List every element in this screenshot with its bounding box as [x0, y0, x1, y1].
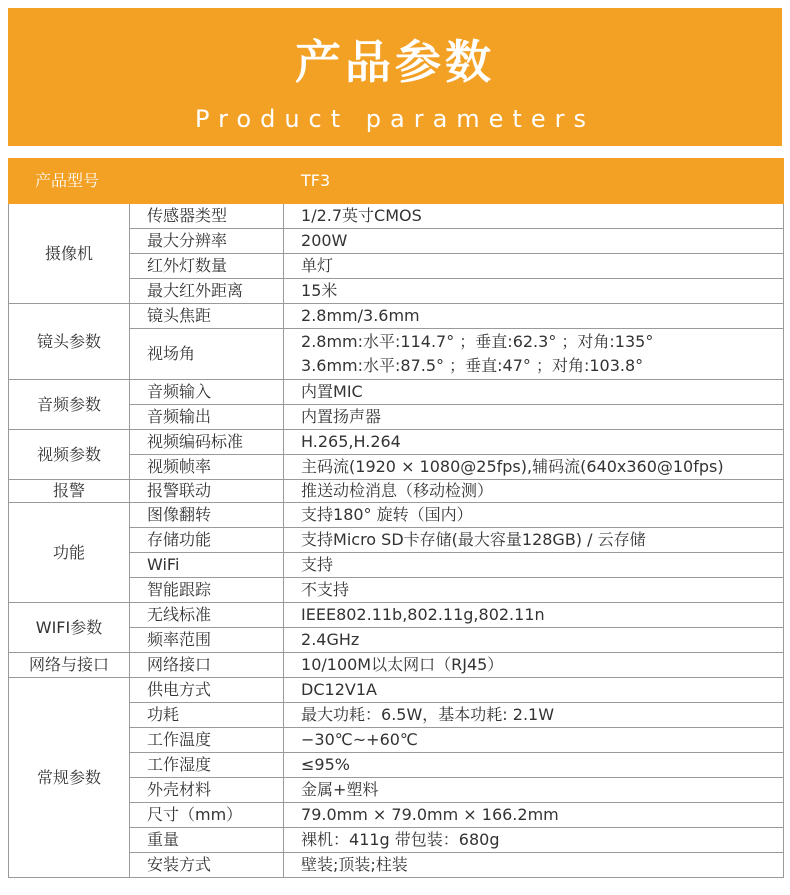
attribute-cell: 存储功能 — [130, 528, 284, 553]
attribute-cell: 报警联动 — [130, 480, 284, 503]
value-cell: 主码流(1920 × 1080@25fps),辅码流(640x360@10fps) — [284, 455, 784, 480]
value-cell: 15米 — [284, 279, 784, 304]
attribute-cell: 尺寸（mm） — [130, 803, 284, 828]
category-cell: 音频参数 — [9, 380, 130, 430]
attribute-cell: 视场角 — [130, 329, 284, 380]
value-cell: 支持180° 旋转（国内） — [284, 503, 784, 528]
attribute-cell: 最大分辨率 — [130, 229, 284, 254]
value-cell: 内置MIC — [284, 380, 784, 405]
value-cell: 支持 — [284, 553, 784, 578]
value-cell: 裸机：411g 带包装：680g — [284, 828, 784, 853]
table-row — [9, 304, 784, 329]
value-cell: 金属+塑料 — [284, 778, 784, 803]
category-cell: 镜头参数 — [9, 304, 130, 380]
value-cell: 单灯 — [284, 254, 784, 279]
table-header-row — [9, 159, 784, 204]
value-cell: 2.4GHz — [284, 628, 784, 653]
table-row — [9, 380, 784, 405]
attribute-cell: 智能跟踪 — [130, 578, 284, 603]
value-cell: 1/2.7英寸CMOS — [284, 204, 784, 229]
attribute-cell: 工作温度 — [130, 728, 284, 753]
value-cell: 10/100M以太网口（RJ45） — [284, 653, 784, 678]
attribute-cell: 功耗 — [130, 703, 284, 728]
table-row — [9, 430, 784, 455]
value-cell: IEEE802.11b,802.11g,802.11n — [284, 603, 784, 628]
category-cell: 功能 — [9, 503, 130, 603]
attribute-cell: 工作湿度 — [130, 753, 284, 778]
value-cell: 内置扬声器 — [284, 405, 784, 430]
attribute-cell: 外壳材料 — [130, 778, 284, 803]
value-cell: 不支持 — [284, 578, 784, 603]
table-row — [9, 603, 784, 628]
attribute-cell: 传感器类型 — [130, 204, 284, 229]
value-cell: 壁装;顶装;柱装 — [284, 853, 784, 878]
attribute-cell: 重量 — [130, 828, 284, 853]
value-cell: 推送动检消息（移动检测） — [284, 480, 784, 503]
model-value: TF3 — [284, 159, 784, 204]
value-cell: DC12V1A — [284, 678, 784, 703]
attribute-cell: 音频输出 — [130, 405, 284, 430]
table-row — [9, 678, 784, 703]
attribute-cell: 视频帧率 — [130, 455, 284, 480]
value-line: 2.8mm:水平:114.7° ；垂直:62.3° ；对角:135° — [301, 332, 654, 351]
attribute-cell: 镜头焦距 — [130, 304, 284, 329]
value-cell: ≤95% — [284, 753, 784, 778]
attribute-cell: 音频输入 — [130, 380, 284, 405]
attribute-cell: 频率范围 — [130, 628, 284, 653]
value-cell: −30℃~+60℃ — [284, 728, 784, 753]
value-cell — [284, 329, 784, 380]
category-cell: 报警 — [9, 480, 130, 503]
category-cell: 常规参数 — [9, 678, 130, 878]
value-cell: H.265,H.264 — [284, 430, 784, 455]
value-cell: 200W — [284, 229, 784, 254]
table-row — [9, 204, 784, 229]
page-subtitle: Product parameters — [195, 105, 595, 133]
category-cell: 摄像机 — [9, 204, 130, 304]
attribute-cell: 最大红外距离 — [130, 279, 284, 304]
category-cell: 视频参数 — [9, 430, 130, 480]
header-banner — [8, 8, 782, 146]
attribute-cell: WiFi — [130, 553, 284, 578]
attribute-cell: 供电方式 — [130, 678, 284, 703]
attribute-cell: 视频编码标准 — [130, 430, 284, 455]
category-cell: WIFI参数 — [9, 603, 130, 653]
spec-table — [8, 158, 784, 878]
value-line: 3.6mm:水平:87.5° ；垂直:47° ；对角:103.8° — [301, 356, 644, 375]
value-cell: 79.0mm × 79.0mm × 166.2mm — [284, 803, 784, 828]
attribute-cell: 无线标准 — [130, 603, 284, 628]
value-cell: 支持Micro SD卡存储(最大容量128GB) / 云存储 — [284, 528, 784, 553]
category-cell: 网络与接口 — [9, 653, 130, 678]
page-title: 产品参数 — [295, 35, 495, 89]
value-cell: 2.8mm/3.6mm — [284, 304, 784, 329]
table-row — [9, 653, 784, 678]
value-cell: 最大功耗：6.5W，基本功耗: 2.1W — [284, 703, 784, 728]
attribute-cell: 红外灯数量 — [130, 254, 284, 279]
attribute-cell: 图像翻转 — [130, 503, 284, 528]
table-row — [9, 480, 784, 503]
attribute-cell: 安装方式 — [130, 853, 284, 878]
model-label: 产品型号 — [9, 159, 284, 204]
attribute-cell: 网络接口 — [130, 653, 284, 678]
table-row — [9, 503, 784, 528]
